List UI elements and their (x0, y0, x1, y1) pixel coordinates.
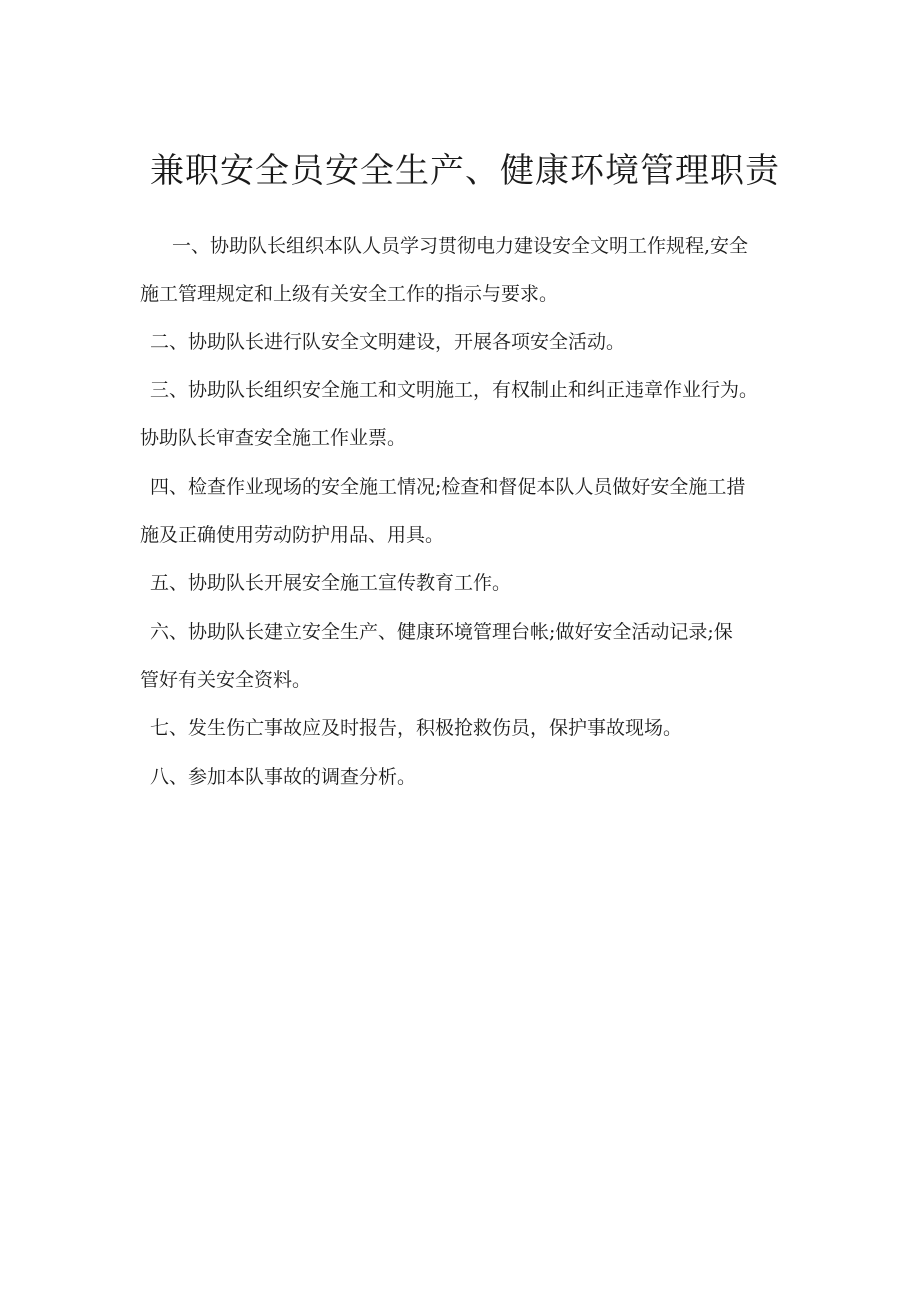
duty-item-4 (140, 469, 800, 553)
duty-item-6-line-2: 管好有关安全资料。 (140, 669, 312, 691)
duty-item-3-line-1: 三、协助队长组织安全施工和文明施工，有权制止和纠正违章作业行为。 (150, 379, 759, 401)
duty-item-7-line-1: 七、发生伤亡事故应及时报告，积极抢救伤员，保护事故现场。 (150, 717, 683, 739)
duty-item-6-line-1: 六、协助队长建立安全生产、健康环境管理台帐;做好安全活动记录;保 (150, 621, 733, 643)
duty-item-3 (140, 372, 800, 456)
duty-item-8-line-1: 八、参加本队事故的调查分析。 (150, 766, 417, 788)
duty-item-4-line-2: 施及正确使用劳动防护用品、用具。 (140, 524, 445, 546)
duty-item-7 (140, 710, 810, 746)
duty-item-5-line-1: 五、协助队长开展安全施工宣传教育工作。 (150, 572, 512, 594)
duty-item-1-line-2: 施工管理规定和上级有关安全工作的指示与要求。 (140, 283, 559, 305)
duty-item-1 (140, 228, 800, 312)
duty-item-3-line-2: 协助队长审查安全施工作业票。 (140, 427, 407, 449)
duty-item-2 (140, 324, 810, 360)
duty-item-5 (140, 565, 810, 601)
duty-item-6 (140, 614, 800, 698)
page-title: 兼职安全员安全生产、健康环境管理职责 (150, 151, 780, 191)
duty-item-8 (140, 759, 810, 795)
duty-item-1-line-1: 一、协助队长组织本队人员学习贯彻电力建设安全文明工作规程,安全 (172, 235, 749, 257)
duty-item-2-line-1: 二、协助队长进行队安全文明建设，开展各项安全活动。 (150, 331, 626, 353)
duty-item-4-line-1: 四、检查作业现场的安全施工情况;检查和督促本队人员做好安全施工措 (150, 476, 746, 498)
